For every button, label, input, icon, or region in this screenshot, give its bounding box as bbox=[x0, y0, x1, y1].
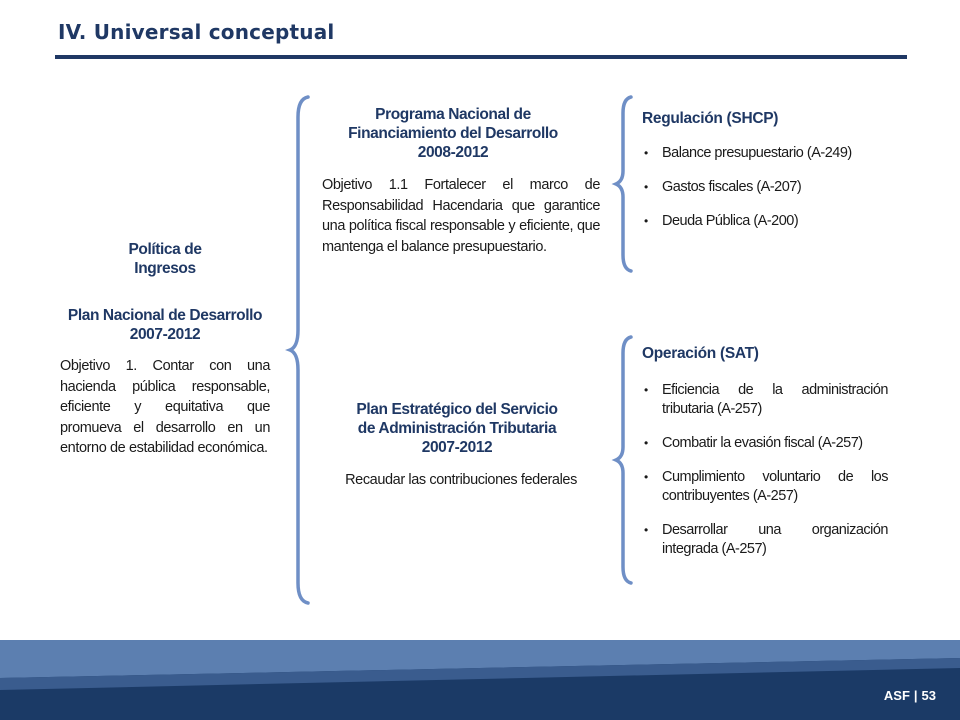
list-item bbox=[642, 468, 888, 506]
pnd-heading-line: Plan Nacional de Desarrollo bbox=[67, 307, 263, 324]
list-item bbox=[642, 178, 888, 197]
bullet-dot-icon: • bbox=[644, 383, 648, 397]
pronafide-heading bbox=[312, 105, 594, 162]
pronafide-heading-line: Programa Nacional de bbox=[375, 106, 531, 123]
bullet-dot-icon: • bbox=[644, 146, 648, 160]
pronafide-heading-line: Financiamiento del Desarrollo bbox=[348, 125, 558, 142]
sat-plan-heading bbox=[312, 400, 602, 457]
pnd-heading bbox=[30, 306, 300, 344]
politica-heading-line: Ingresos bbox=[134, 260, 196, 277]
sat-plan-heading-line: 2007-2012 bbox=[421, 439, 493, 456]
list-item bbox=[642, 381, 888, 419]
sat-plan-heading-line: Plan Estratégico del Servicio bbox=[356, 401, 558, 418]
curly-brace-icon bbox=[614, 335, 634, 585]
pnd-heading-line: 2007-2012 bbox=[129, 326, 201, 343]
list-item-text: Deuda Pública (A-200) bbox=[662, 213, 799, 229]
sat-plan-heading-line: de Administración Tributaria bbox=[357, 420, 557, 437]
list-item-text: Gastos fiscales (A-207) bbox=[662, 179, 802, 195]
list-item-text: Combatir la evasión fiscal (A-257) bbox=[662, 435, 863, 451]
pronafide-heading-line: 2008-2012 bbox=[417, 144, 489, 161]
list-item-text: Eficiencia de la administración tributaria (A-257) bbox=[662, 382, 888, 417]
page-title: IV. Universal conceptual bbox=[58, 20, 335, 44]
list-item bbox=[642, 434, 888, 453]
politica-heading bbox=[90, 240, 240, 278]
politica-heading-line: Política de bbox=[128, 241, 202, 258]
regulacion-title: Regulación (SHCP) bbox=[642, 110, 779, 127]
bullet-dot-icon: • bbox=[644, 436, 648, 450]
list-item-text: Balance presupuestario (A-249) bbox=[662, 145, 852, 161]
footer-page-label bbox=[884, 688, 936, 703]
curly-brace-icon bbox=[288, 95, 312, 605]
bullet-dot-icon: • bbox=[644, 180, 648, 194]
curly-brace-icon bbox=[614, 95, 634, 273]
pronafide-objective: Objetivo 1.1 Fortalecer el marco de Responsabilidad Hacendaria que garantice una política fiscal responsable y eficiente, que mantenga el balance presupuestario. bbox=[322, 177, 600, 255]
operacion-list bbox=[642, 381, 888, 574]
bullet-dot-icon: • bbox=[644, 214, 648, 228]
pnd-objective: Objetivo 1. Contar con una hacienda pública responsable, eficiente y equitativa que promueva el desarrollo en un entorno de estabilidad económica. bbox=[60, 358, 270, 456]
title-divider bbox=[55, 55, 907, 59]
footer-separator: | bbox=[913, 688, 918, 703]
list-item bbox=[642, 521, 888, 559]
list-item bbox=[642, 144, 888, 163]
footer-org: ASF bbox=[883, 688, 910, 703]
page-number: 53 bbox=[921, 688, 936, 703]
list-item-text: Desarrollar una organización integrada (A-257) bbox=[662, 522, 888, 557]
list-item-text: Cumplimiento voluntario de los contribuyentes (A-257) bbox=[662, 469, 888, 504]
sat-plan-objective: Recaudar las contribuciones federales bbox=[345, 472, 577, 488]
list-item bbox=[642, 212, 888, 231]
footer-band bbox=[0, 640, 960, 720]
operacion-title: Operación (SAT) bbox=[642, 345, 759, 362]
regulacion-list bbox=[642, 144, 888, 246]
bullet-dot-icon: • bbox=[644, 523, 648, 537]
bullet-dot-icon: • bbox=[644, 470, 648, 484]
